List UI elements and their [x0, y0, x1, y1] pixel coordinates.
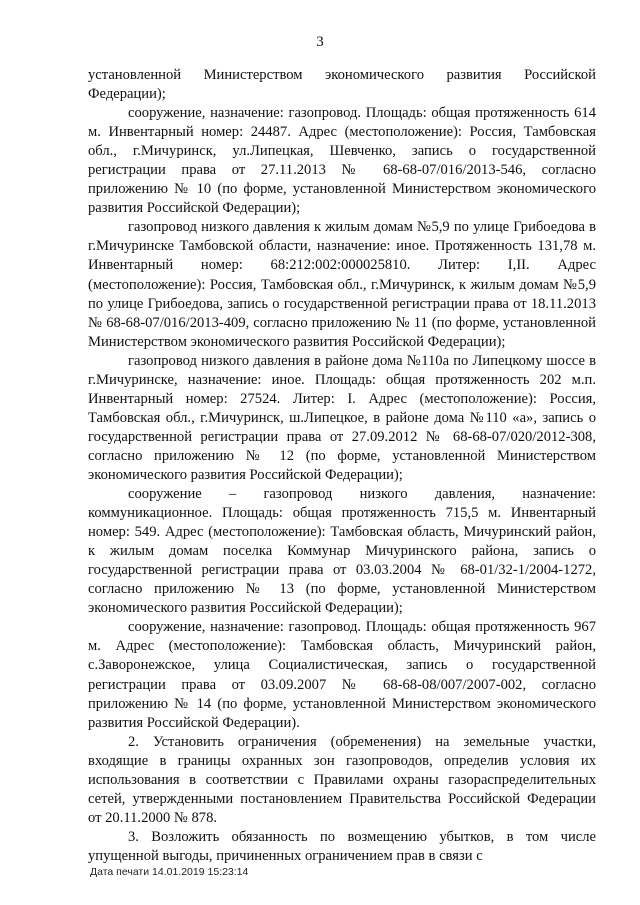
paragraph-gas-pipeline-zavoronezhskoe: сооружение, назначение: газопровод. Площадь: общая протяженность 967 м. Адрес (местоположение): Тамбовская область, Мичуринский район, с.Заворонежское, улица Социалистическая, запись о государственной регистрации права от 03.09.2007 № 68-68-08/007/2007-002, согласно приложению № 14 (по форме, установленной Министерством экономического развития Российской Федерации). — [88, 619, 596, 731]
document-body — [88, 66, 596, 866]
page-number: 3 — [316, 34, 324, 50]
paragraph-item-2-restrictions: 2. Установить ограничения (обременения) на земельные участки, входящие в границы охранных зон газопроводов, определив условия их использования в соответствии с Правилами охраны газораспределительных сетей, утвержденными постановлением Правительства Российской Федерации от 20.11.2000 № 878. — [88, 733, 596, 826]
print-date-footer: Дата печати 14.01.2019 15:23:14 — [90, 866, 249, 878]
paragraph-gas-pipeline-lipetskaya: сооружение, назначение: газопровод. Площадь: общая протяженность 614 м. Инвентарный номер: 24487. Адрес (местоположение): Россия, Тамбовская обл., г.Мичуринск, ул.Липецкая, Шевченко, запись о государственной регистрации права от 27.11.2013 № 68-68-07/016/2013-546, согласно приложению № 10 (по форме, установленной Министерством экономического развития Российской Федерации); — [88, 105, 596, 217]
paragraph-gas-pipeline-lipetskoe-shosse: газопровод низкого давления в районе дома №110а по Липецкому шоссе в г.Мичуринске, назначение: иное. Площадь: общая протяженность 202 м.п. Инвентарный номер: 27524. Литер: I. Адрес (местоположение): Россия, Тамбовская обл., г.Мичуринск, ш.Липецкое, в районе дома №110 «а», запись о государственной регистрации права от 27.09.2012 № 68-68-07/020/2012-308, согласно приложению № 12 (по форме, установленной Министерством экономического развития Российской Федерации); — [88, 352, 596, 483]
paragraph-gas-pipeline-griboedova: газопровод низкого давления к жилым домам №5,9 по улице Грибоедова в г.Мичуринске Тамбовской области, назначение: иное. Протяженность 131,78 м. Инвентарный номер: 68:212:002:000025810. Литер: I,II. Адрес (местоположение): Россия, Тамбовская обл., г.Мичуринск, к жилым домам №5,9 по улице Грибоедова, запись о государственной регистрации права от 18.11.2013 № 68-68-07/016/2013-409, согласно приложению № 11 (по форме, установленной Министерством экономического развития Российской Федерации); — [88, 219, 596, 350]
paragraph-item-3-compensation: 3. Возложить обязанность по возмещению убытков, в том числе упущенной выгоды, причиненных ограничением прав в связи с — [88, 828, 596, 864]
paragraph-gas-pipeline-kommunar: сооружение – газопровод низкого давления, назначение: коммуникационное. Площадь: общая протяженность 715,5 м. Инвентарный номер: 549. Адрес (местоположение): Тамбовская область, Мичуринский район, к жилым домам поселка Коммунар Мичуринского района, запись о государственной регистрации права от 03.03.2004 № 68-01/32-1/2004-1272, согласно приложению № 13 (по форме, установленной Министерством экономического развития Российской Федерации); — [88, 486, 596, 617]
paragraph-continuation: установленной Министерством экономического развития Российской Федерации); — [88, 67, 596, 103]
